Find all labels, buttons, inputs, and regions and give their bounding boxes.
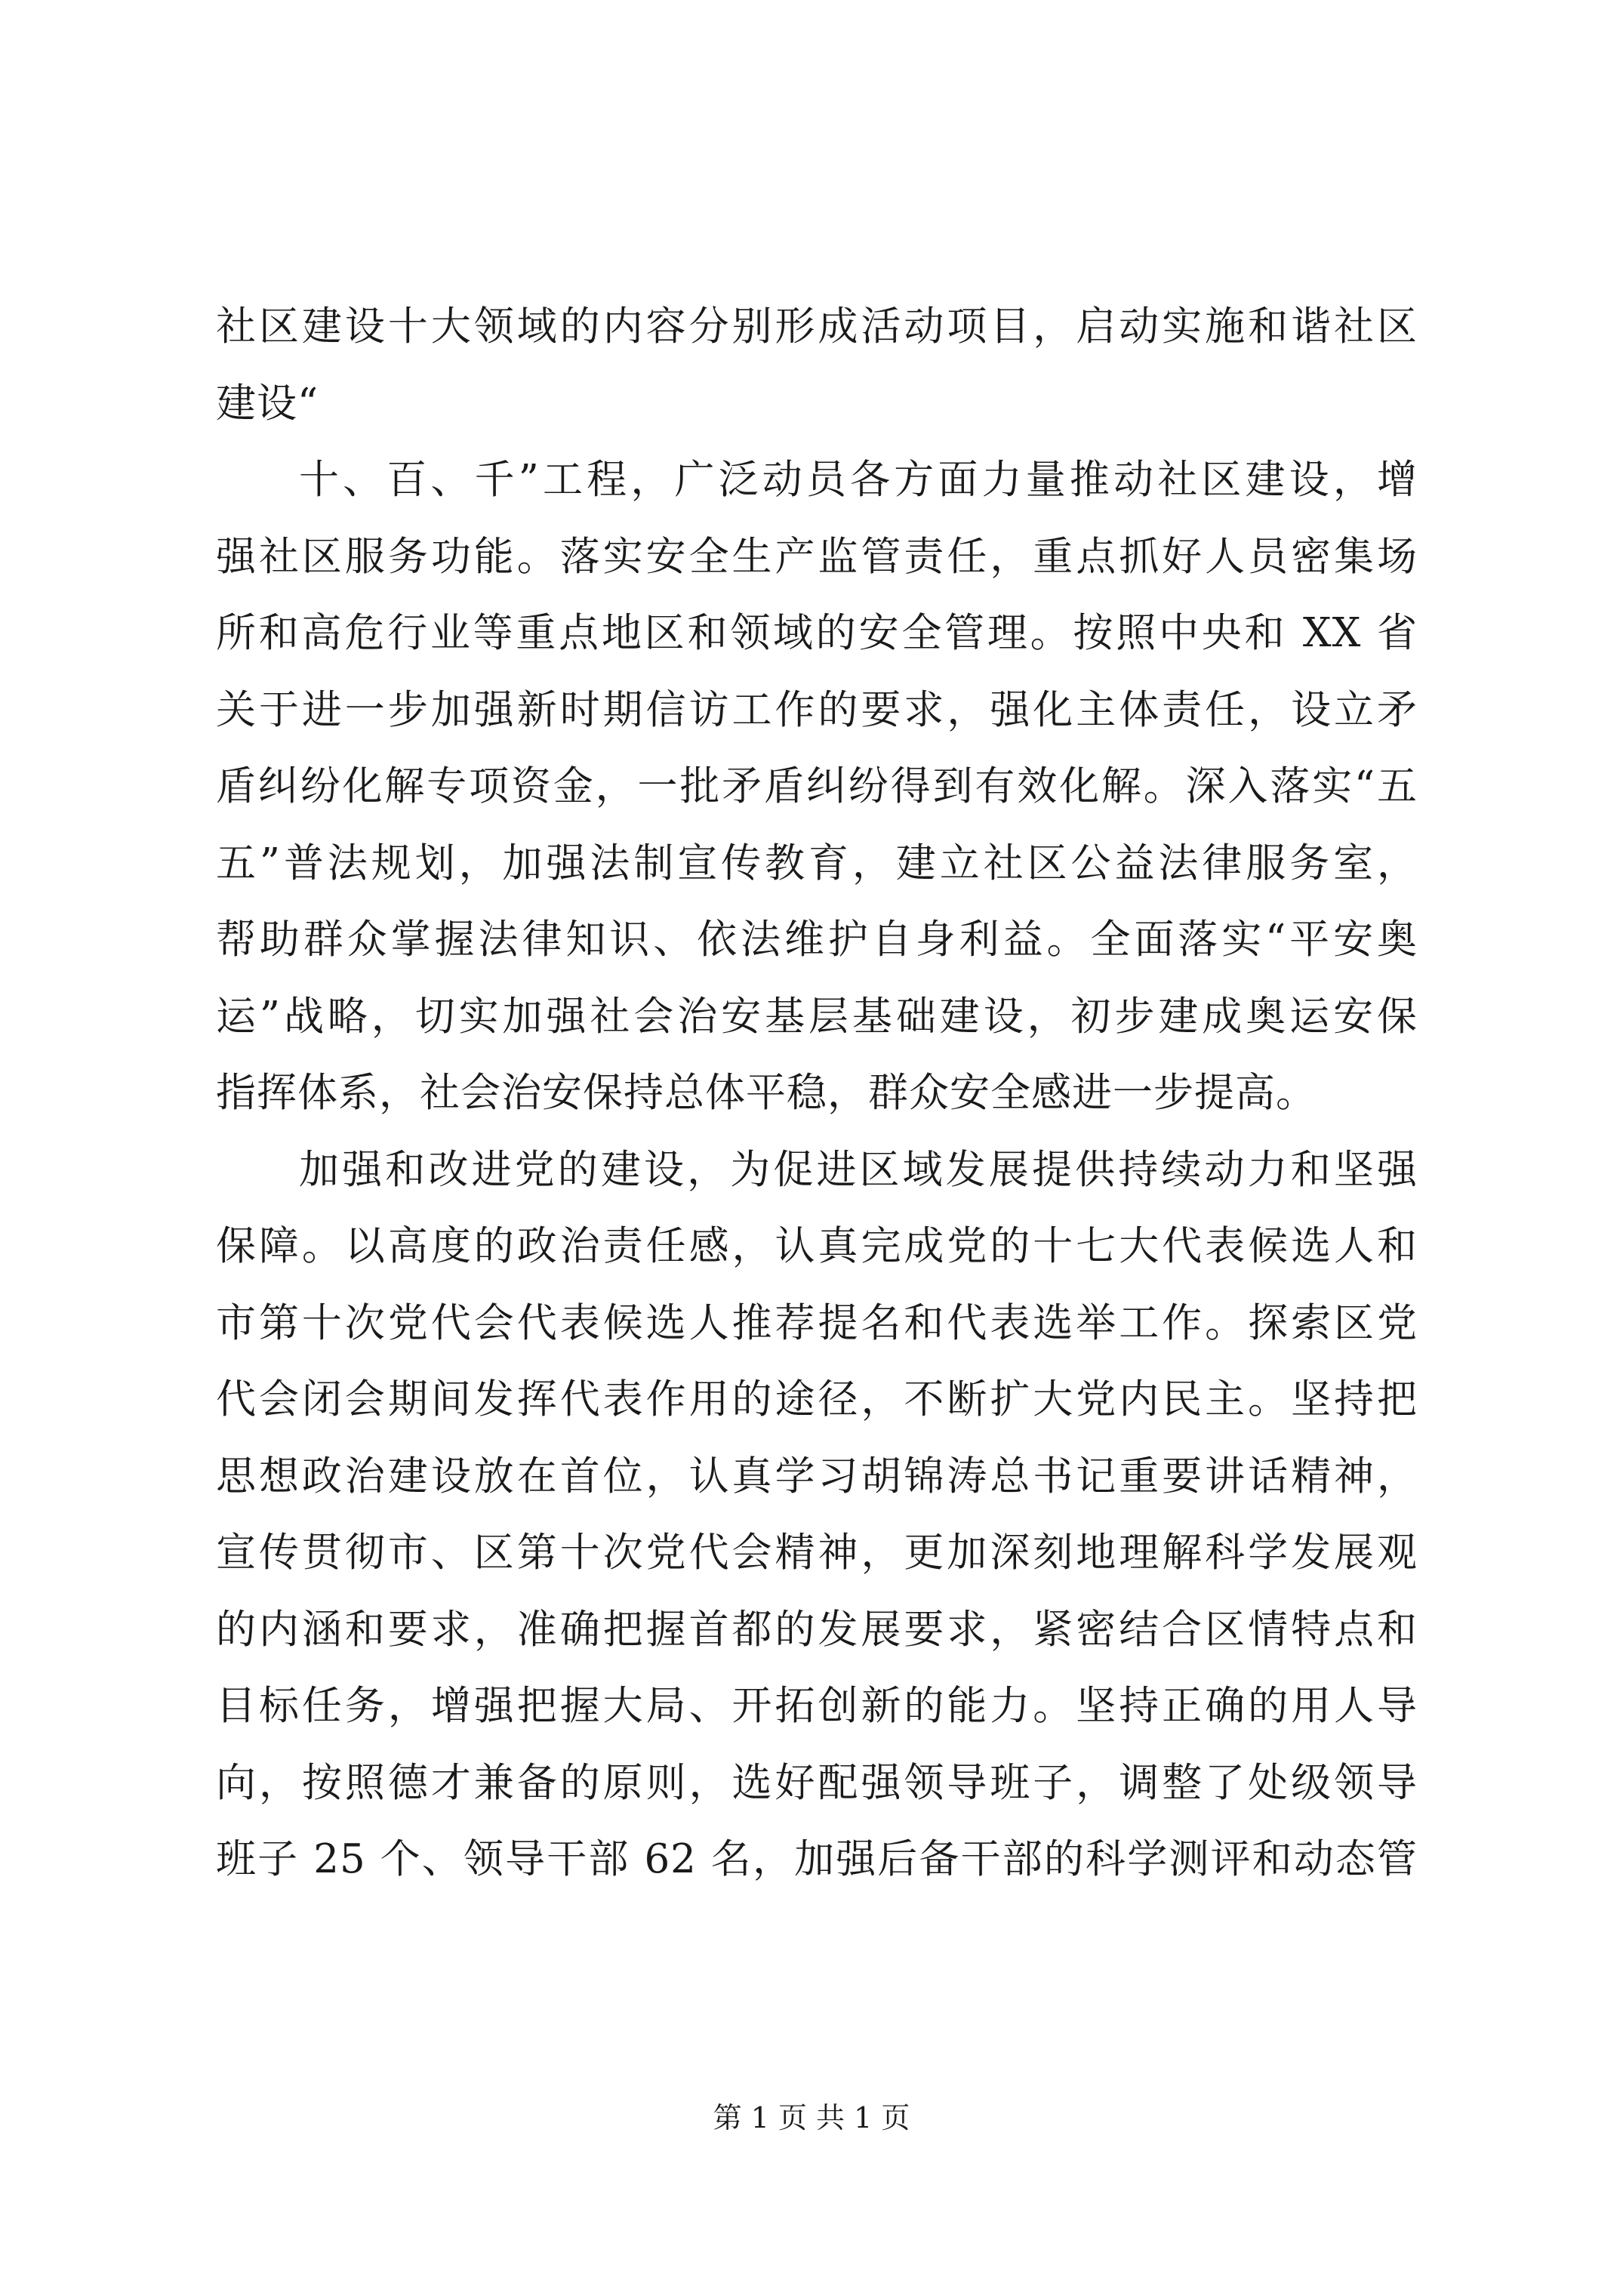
text-line: 盾纠纷化解专项资金，一批矛盾纠纷得到有效化解。深入落实“五 (216, 763, 1418, 809)
text-line: 目标任务，增强把握大局、开拓创新的能力。坚持正确的用人导 (216, 1683, 1418, 1729)
page-number: 第 1 页 共 1 页 (713, 2101, 910, 2134)
text-line: 宣传贯彻市、区第十次党代会精神，更加深刻地理解科学发展观 (216, 1530, 1418, 1576)
text-line: 的内涵和要求，准确把握首都的发展要求，紧密结合区情特点和 (216, 1606, 1418, 1653)
text-line: 建设“ (216, 380, 319, 427)
text-line: 思想政治建设放在首位，认真学习胡锦涛总书记重要讲话精神， (216, 1453, 1418, 1499)
text-line: 社区建设十大领域的内容分别形成活动项目，启动实施和谐社区 (216, 304, 1418, 350)
text-line: 十、百、千”工程，广泛动员各方面力量推动社区建设，增 (299, 457, 1418, 503)
text-line: 向，按照德才兼备的原则，选好配强领导班子，调整了处级领导 (216, 1759, 1418, 1806)
document-body (216, 288, 1418, 1898)
text-line: 代会闭会期间发挥代表作用的途径，不断扩大党内民主。坚持把 (216, 1376, 1418, 1422)
text-line: 所和高危行业等重点地区和领域的安全管理。按照中央和 XX 省 (216, 610, 1418, 656)
text-line: 运”战略，切实加强社会治安基层基础建设，初步建成奥运安保 (216, 993, 1418, 1040)
text-line: 帮助群众掌握法律知识、依法维护自身利益。全面落实“平安奥 (216, 917, 1418, 963)
text-line: 加强和改进党的建设，为促进区域发展提供持续动力和坚强 (299, 1146, 1418, 1193)
text-line: 班子 25 个、领导干部 62 名，加强后备干部的科学测评和动态管 (216, 1836, 1418, 1882)
text-line: 保障。以高度的政治责任感，认真完成党的十七大代表候选人和 (216, 1223, 1418, 1269)
text-line: 市第十次党代会代表候选人推荐提名和代表选举工作。探索区党 (216, 1299, 1418, 1346)
text-line: 强社区服务功能。落实安全生产监管责任，重点抓好人员密集场 (216, 533, 1418, 580)
page-footer (0, 2099, 1623, 2137)
text-line: 关于进一步加强新时期信访工作的要求，强化主体责任，设立矛 (216, 686, 1418, 733)
text-line: 指挥体系，社会治安保持总体平稳，群众安全感进一步提高。 (216, 1070, 1317, 1116)
text-line: 五”普法规划，加强法制宣传教育，建立社区公益法律服务室， (216, 840, 1418, 886)
